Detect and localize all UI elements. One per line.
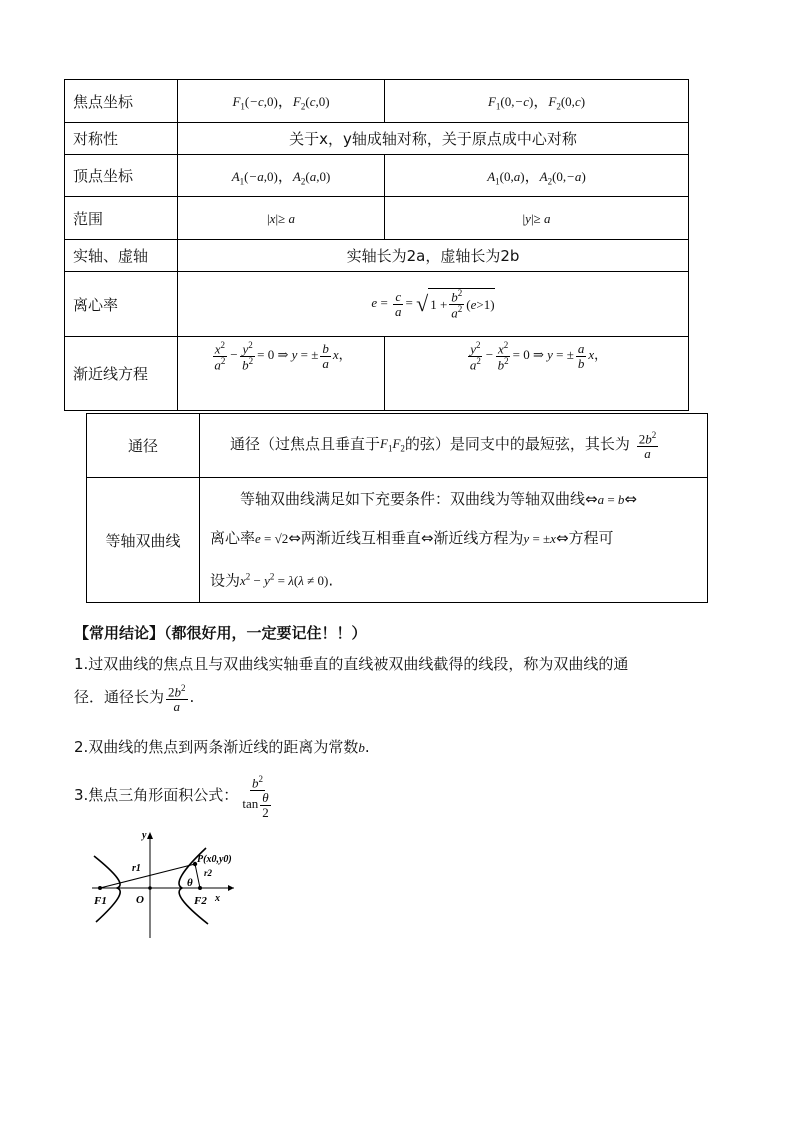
- row-label: 对称性: [65, 123, 178, 155]
- conclusion-1-line-2: 径．通径长为 $\frac{2b^2}{a}$ .: [74, 683, 195, 715]
- range-x-axis: |x|≥ a: [178, 197, 385, 240]
- symmetry-text: 关于x，y轴成轴对称，关于原点成中心对称: [178, 123, 689, 155]
- row-vertices: [65, 155, 689, 197]
- row-label: 渐近线方程: [65, 337, 178, 411]
- heading-note: （都很好用，一定要记住！！）: [164, 624, 367, 642]
- focus-f2: [198, 886, 202, 890]
- conclusion-2-text: 2.双曲线的焦点到两条渐近线的距离为常数: [74, 738, 359, 756]
- equilateral-line-2b: ⇔两渐近线互相垂直⇔渐近线方程为: [288, 529, 524, 547]
- label-r2: r2: [204, 868, 213, 878]
- conclusion-1: [74, 648, 724, 714]
- label-o: O: [136, 894, 144, 906]
- conclusions-heading: [74, 626, 367, 641]
- latus-rectum-text: 通径（过焦点且垂直于$F_1F_2$的弦）是同支中的最短弦，其长为 $\frac{2b^2}{a}$: [200, 414, 708, 478]
- row-symmetry: [65, 123, 689, 155]
- vertices-x-axis: $A_1(-a,0)$，$A_2(a,0)$: [178, 155, 385, 197]
- row-latus-rectum: [87, 414, 708, 478]
- row-equilateral: [87, 478, 708, 603]
- left-branch: [94, 856, 120, 922]
- equilateral-line-1: 等轴双曲线满足如下充要条件：双曲线为等轴双曲线⇔: [240, 490, 598, 508]
- latus-text-pre: 通径（过焦点且垂直于: [230, 434, 381, 453]
- label-f2: F2: [194, 895, 207, 907]
- row-asymptotes: [65, 337, 689, 411]
- label-x: x: [215, 893, 220, 904]
- focus-f1: [98, 886, 102, 890]
- row-label: 焦点坐标: [65, 80, 178, 123]
- label-f1: F1: [94, 895, 107, 907]
- conclusion-1-line-1: 1.过双曲线的焦点且与双曲线实轴垂直的直线被双曲线截得的线段，称为双曲线的通: [74, 655, 629, 673]
- hyperbola-properties-table: [64, 79, 689, 411]
- conclusion-2-end: .: [364, 738, 370, 756]
- latus-text-post: 的弦）是同支中的最短弦，其长为: [404, 434, 630, 453]
- row-axes: [65, 240, 689, 272]
- equilateral-text: 等轴双曲线满足如下充要条件：双曲线为等轴双曲线⇔a = b⇔ 离心率e = √2⇔两渐近线互相垂直⇔渐近线方程为y = ±x⇔方程可 设为$x^2 - y^2 = \lambda(\lambda \ne 0)$.: [200, 478, 708, 603]
- asymptote-x-axis: $\frac{x^2}{a^2}$ − $\frac{y^2}{b^2}$ = 0 ⇒ y = ± $\frac{b}{a}$ x，: [178, 337, 385, 411]
- conclusion-3: 3.焦点三角形面积公式： $b^2$ tan $\frac{\theta}{2}$: [74, 774, 269, 820]
- row-foci: [65, 80, 689, 123]
- x-arrow-icon: [228, 885, 234, 891]
- range-y-axis: |y|≥ a: [385, 197, 689, 240]
- equilateral-line-3b: .: [328, 571, 334, 590]
- row-label: 通径: [87, 414, 200, 478]
- equilateral-line-2a: 离心率: [210, 529, 256, 547]
- equilateral-line-3a: 设为: [210, 571, 241, 590]
- foci-x-axis: $F_1(-c,0)$，$F_2(c,0)$: [178, 80, 385, 123]
- conclusion-2: 2.双曲线的焦点到两条渐近线的距离为常数b.: [74, 738, 370, 756]
- label-r1: r1: [132, 863, 141, 874]
- row-label: 范围: [65, 197, 178, 240]
- y-arrow-icon: [147, 832, 153, 839]
- eccentricity-formula: e = $\frac{c}{a}$ = √ 1 + $\frac{b^2}{a^2}$ ( e >1): [178, 272, 689, 337]
- label-y: y: [142, 830, 147, 841]
- heading-text: 【常用结论】: [74, 624, 165, 642]
- conclusion-1-text: 径．通径长为: [74, 688, 165, 706]
- row-range: [65, 197, 689, 240]
- focal-triangle-figure: [84, 826, 244, 941]
- conclusion-3-text: 3.焦点三角形面积公式：: [74, 786, 239, 805]
- latus-equilateral-table: [86, 413, 708, 603]
- row-label: 顶点坐标: [65, 155, 178, 197]
- asymptote-y-axis: $\frac{y^2}{a^2}$ − $\frac{x^2}{b^2}$ = 0 ⇒ y = ± $\frac{a}{b}$ x，: [385, 337, 689, 411]
- equilateral-line-2c: ⇔方程可: [555, 529, 614, 547]
- foci-y-axis: $F_1(0,-c)$，$F_2(0,c)$: [385, 80, 689, 123]
- label-theta: θ: [187, 877, 193, 889]
- label-p: P(x0,y0): [197, 854, 232, 865]
- row-label: 等轴双曲线: [87, 478, 200, 603]
- origin: [148, 886, 152, 890]
- row-label: 实轴、虚轴: [65, 240, 178, 272]
- axes-text: 实轴长为2a，虚轴长为2b: [178, 240, 689, 272]
- vertices-y-axis: $A_1(0,a)$，$A_2(0,-a)$: [385, 155, 689, 197]
- conclusion-1-end: .: [189, 688, 195, 706]
- row-eccentricity: [65, 272, 689, 337]
- row-label: 离心率: [65, 272, 178, 337]
- r2-segment: [195, 864, 200, 888]
